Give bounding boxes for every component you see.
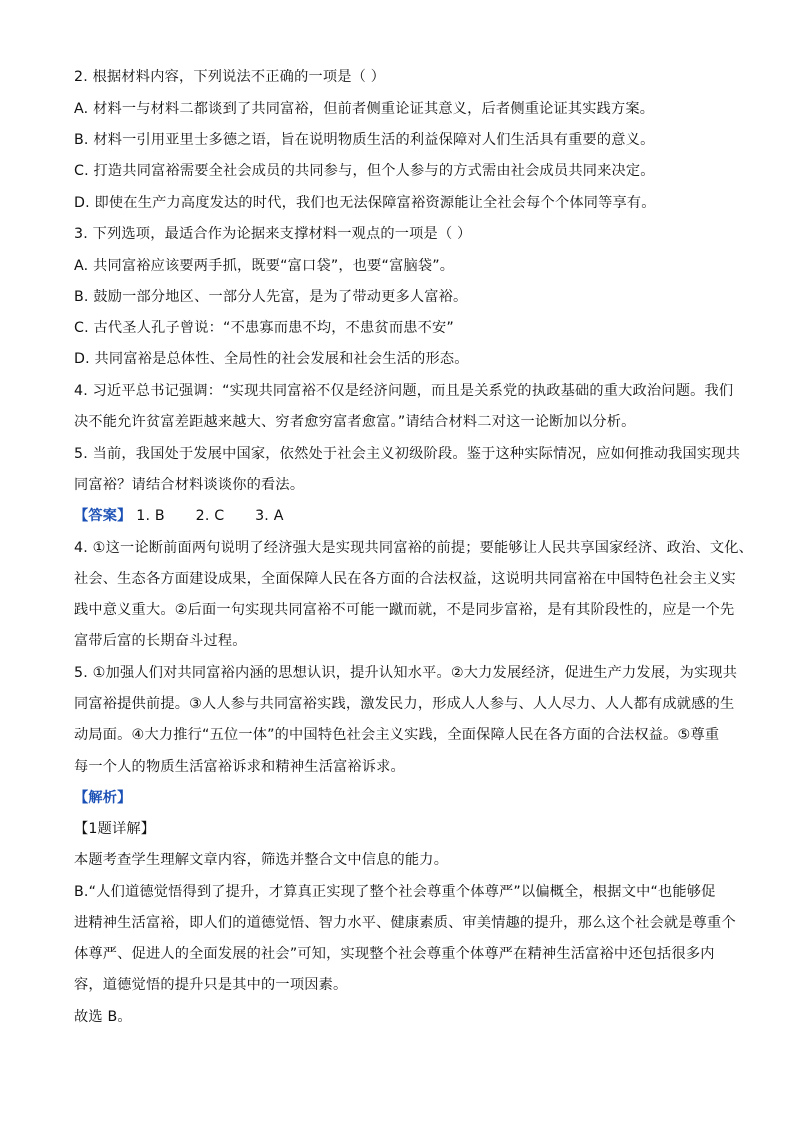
question-5-line: 5. 当前，我国处于发展中国家，依然处于社会主义初级阶段。鉴于这种实际情况，应如何推动我国实现共 [74,446,741,462]
analysis-tag-line [74,787,132,807]
question-3-option-a: A. 共同富裕应该要两手抓，既要“富口袋”，也要“富脑袋”。 [74,258,455,274]
analysis-subheading: 【1题详解】 [74,821,156,837]
question-2-stem: 2. 根据材料内容，下列说法不正确的一项是（ ） [74,69,386,85]
question-3-option-b: B. 鼓励一部分地区、一部分人先富，是为了带动更多人富裕。 [74,289,468,305]
answer-5-line: 5. ①加强人们对共同富裕内涵的思想认识，提升认知水平。②大力发展经济，促进生产力发展，为实现共 [74,665,738,681]
analysis-line: B.“人们道德觉悟得到了提升，才算真正实现了整个社会尊重个体尊严”以偏概全，根据文中“也能够促 [74,884,716,900]
answer-5-line: 动局面。④大力推行“五位一体”的中国特色社会主义实践，全面保障人民在各方面的合法权益。⑤尊重 [74,727,720,743]
question-3-option-c: C. 古代圣人孔子曾说：“不患寡而患不均，不患贫而患不安” [74,320,454,336]
analysis-tag: 【解析】 [74,790,132,806]
question-2-option-c: C. 打造共同富裕需要全社会成员的共同参与，但个人参与的方式需由社会成员共同来决定。 [74,163,655,179]
question-3-stem: 3. 下列选项，最适合作为论据来支撑材料一观点的一项是（ ） [74,226,472,242]
answer-item: 3. A [255,508,284,524]
analysis-line: 容，道德觉悟的提升只是其中的一项因素。 [74,977,348,993]
question-4-line: 决不能允许贫富差距越来越大、穷者愈穷富者愈富。”请结合材料二对这一论断加以分析。 [74,414,636,430]
answer-4-line: 践中意义重大。②后面一句实现共同富裕不可能一蹴而就，不是同步富裕，是有其阶段性的，应是一个先 [74,602,735,618]
analysis-line: 体尊严、促进人的全面发展的社会”可知，实现整个社会尊重个体尊严在精神生活富裕中还包括很多内 [74,946,715,962]
answer-4-line: 社会、生态各方面建设成果，全面保障人民在各方面的合法权益，这说明共同富裕在中国特色社会主义实 [74,571,736,587]
answer-5-line: 同富裕提供前提。③人人参与共同富裕实践，激发民力，形成人人参与、人人尽力、人人都有成就感的生 [74,696,735,712]
answer-item: 1. B [136,508,165,524]
answer-row [74,505,310,525]
answer-4-line: 富带后富的长期奋斗过程。 [74,633,247,649]
question-2-option-b: B. 材料一引用亚里士多德之语，旨在说明物质生活的利益保障对人们生活具有重要的意义。 [74,132,655,148]
analysis-conclusion: 故选 B。 [74,1009,132,1025]
answer-item: 2. C [195,508,225,524]
question-3-option-d: D. 共同富裕是总体性、全局性的社会发展和社会生活的形态。 [74,351,469,367]
analysis-line: 进精神生活富裕，即人们的道德觉悟、智力水平、健康素质、审美情趣的提升，那么这个社会就是尊重个 [74,915,736,931]
answer-4-line: 4. ①这一论断前面两句说明了经济强大是实现共同富裕的前提；要能够让人民共享国家经济、政治、文化、 [74,540,754,556]
question-4-line: 4. 习近平总书记强调：“实现共同富裕不仅是经济问题，而且是关系党的执政基础的重大政治问题。我们 [74,383,734,399]
answer-5-line: 每一个人的物质生活富裕诉求和精神生活富裕诉求。 [74,759,405,775]
question-2-option-d: D. 即使在生产力高度发达的时代，我们也无法保障富裕资源能让全社会每个个体同等享有。 [74,195,656,211]
question-5-line: 同富裕？请结合材料谈谈你的看法。 [74,477,305,493]
analysis-intro: 本题考查学生理解文章内容，筛选并整合文中信息的能力。 [74,852,449,868]
question-2-option-a: A. 材料一与材料二都谈到了共同富裕，但前者侧重论证其意义，后者侧重论证其实践方案。 [74,101,655,117]
answer-tag: 【答案】 [74,508,132,524]
